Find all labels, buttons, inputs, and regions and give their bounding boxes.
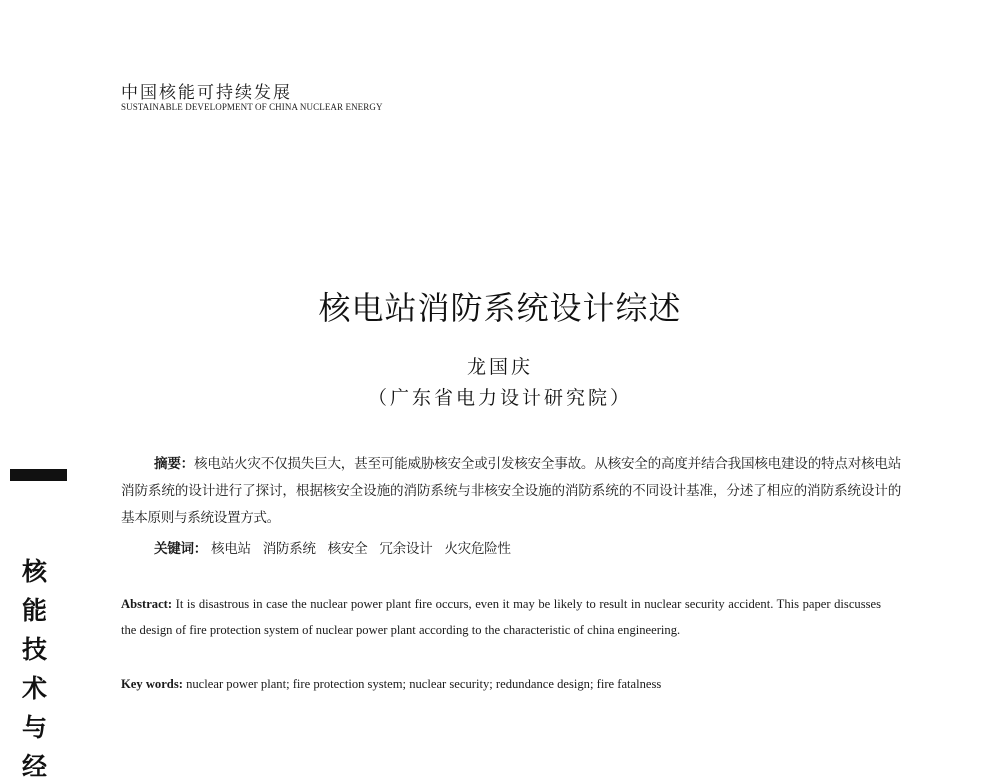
- abstract-cn-label: 摘要：: [154, 456, 195, 472]
- side-column-char: 术: [22, 674, 48, 703]
- journal-name-cn: 中国核能可持续发展: [121, 83, 292, 103]
- article-affiliation: （广东省电力设计研究院）: [367, 387, 632, 409]
- side-column-char: 与: [22, 713, 48, 742]
- keyword-cn: 核电站: [210, 541, 251, 557]
- keywords-cn-label: 关键词：: [154, 541, 207, 557]
- side-column-char: 核: [22, 557, 48, 586]
- keywords-en-text: nuclear power plant; fire protection system; nuclear security; redundance design; fire fatalness: [186, 677, 662, 691]
- abstract-cn-text: 核电站火灾不仅损失巨大，甚至可能威胁核安全或引发核安全事故。从核安全的高度并结合我国核电建设的特点对核电站消防系统的设计进行了探讨，根据核安全设施的消防系统与非核安全设施的消防系统的不同设计基准，分述了相应的消防系统设计的基本原则与系统设置方式。: [121, 456, 901, 526]
- keyword-cn: 核安全: [327, 541, 368, 557]
- keyword-cn: 冗余设计: [379, 541, 433, 557]
- abstract-en-label: Abstract:: [121, 597, 173, 611]
- abstract-cn: [121, 451, 901, 532]
- abstract-en-text: It is disastrous in case the nuclear power plant fire occurs, even it may be likely to result in nuclear security accident. This paper discusses the design of fire protection system of nuclear power plant according to the characteristic of china engineering.: [121, 597, 882, 637]
- article-title: 核电站消防系统设计综述: [318, 289, 682, 327]
- keyword-cn: 消防系统: [262, 541, 316, 557]
- keywords-cn: [154, 537, 519, 557]
- keyword-cn: 火灾危险性: [444, 541, 511, 557]
- side-column-char: 技: [22, 635, 48, 664]
- article-author: 龙国庆: [466, 356, 533, 378]
- side-column-char: 经: [22, 752, 48, 781]
- side-column-bar: [10, 469, 67, 481]
- abstract-en: [121, 592, 881, 643]
- keywords-en-label: Key words:: [121, 677, 183, 691]
- side-column-char: 能: [22, 596, 48, 625]
- journal-name-en: SUSTAINABLE DEVELOPMENT OF CHINA NUCLEAR ENERGY: [121, 102, 383, 112]
- keywords-en: [121, 677, 661, 692]
